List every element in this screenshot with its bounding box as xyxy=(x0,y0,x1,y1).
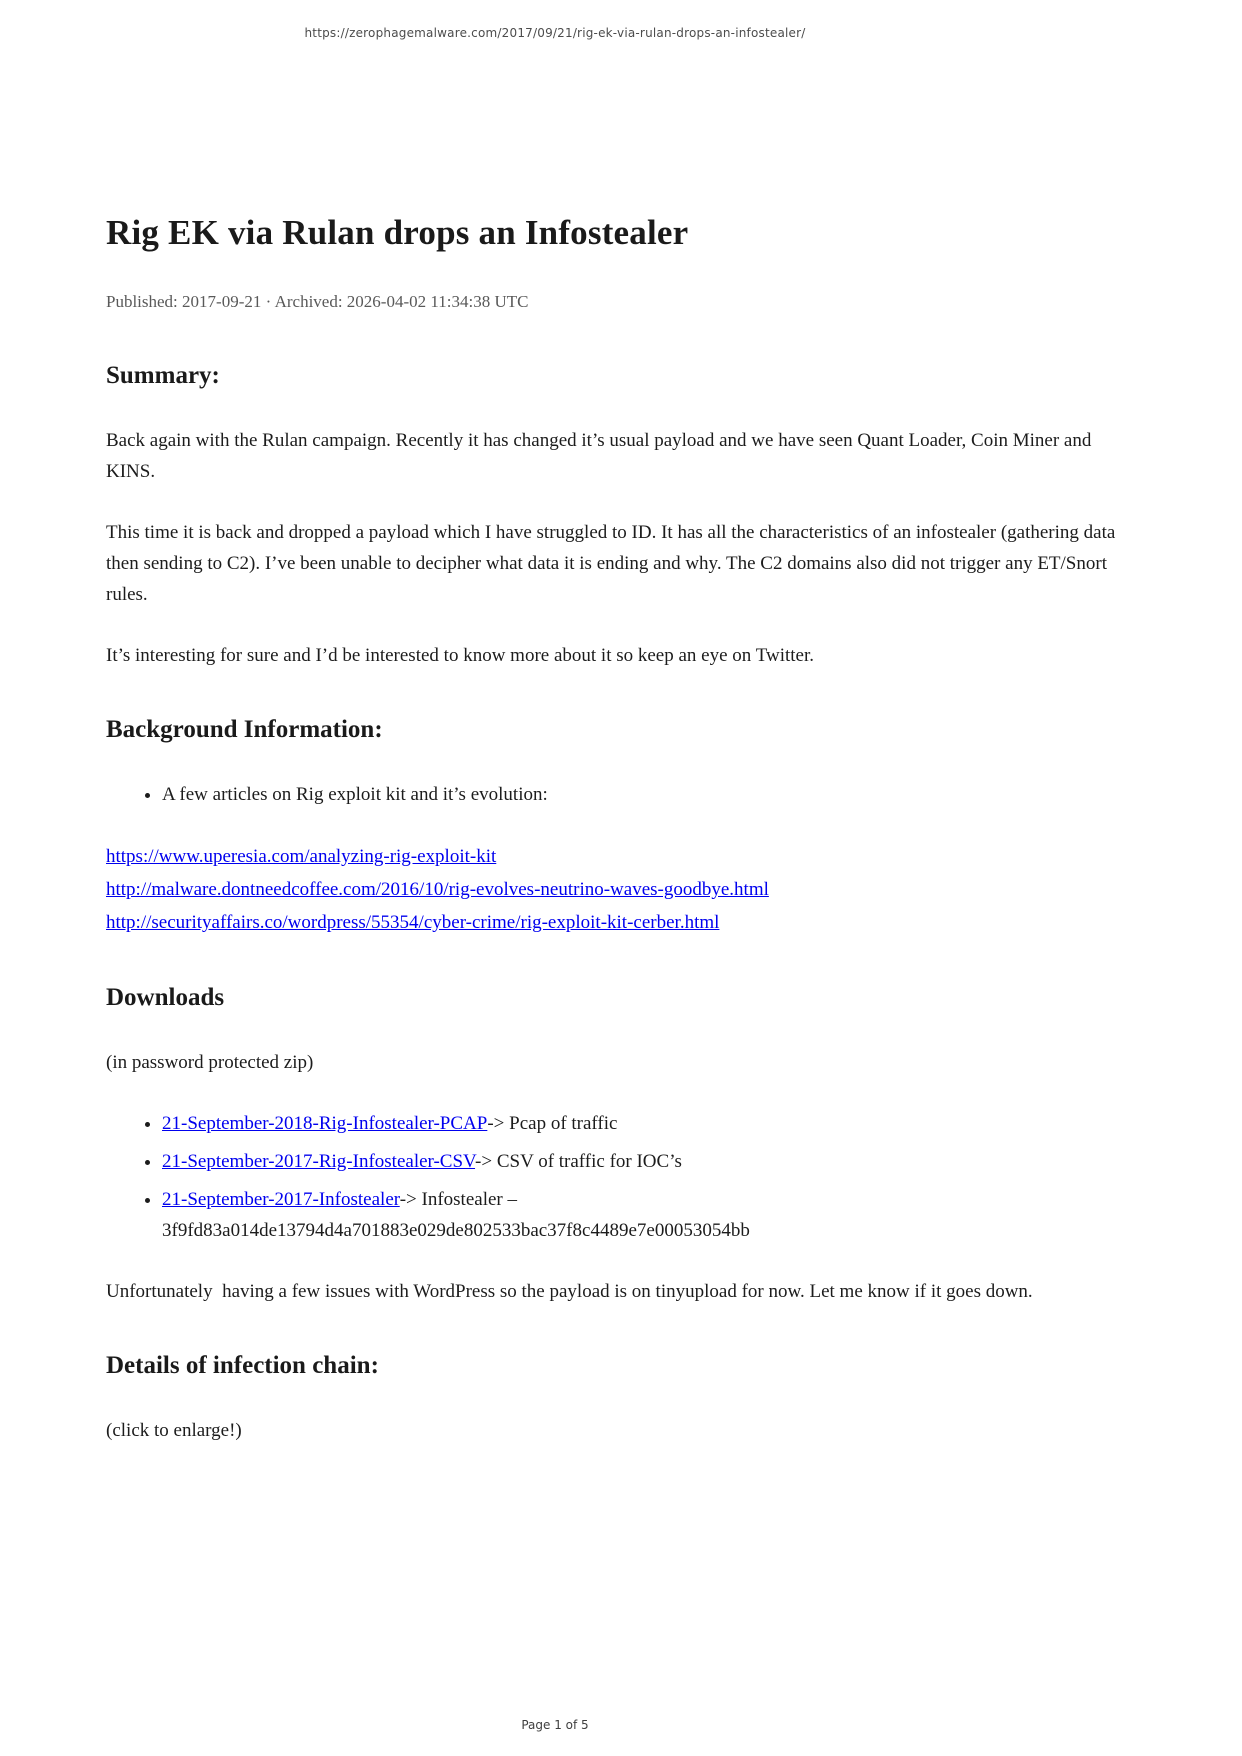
page-title: Rig EK via Rulan drops an Infostealer xyxy=(106,213,689,252)
link-line xyxy=(106,840,1142,873)
link-uperesia[interactable]: https://www.uperesia.com/analyzing-rig-exploit-kit xyxy=(106,846,497,867)
download-item-description: -> CSV of traffic for IOC’s xyxy=(475,1151,682,1172)
download-item-description: -> Infostealer – xyxy=(399,1189,517,1210)
download-link-csv[interactable]: 21-September-2017-Rig-Infostealer-CSV xyxy=(162,1151,476,1172)
article xyxy=(106,0,1142,1476)
link-securityaffairs[interactable]: http://securityaffairs.co/wordpress/55354/cyber-crime/rig-exploit-kit-cerber.html xyxy=(106,912,720,933)
summary-paragraph-2: This time it is back and dropped a payload which I have struggled to ID. It has all the characteristics of an infostealer (gathering data then sending to C2). I’ve been unable to decipher what data it is ending and why. The C2 domains also did not trigger any ET/Snort rules. xyxy=(106,522,1121,605)
details-note: (click to enlarge!) xyxy=(106,1420,242,1441)
downloads-note: (in password protected zip) xyxy=(106,1052,314,1073)
download-item-description: -> Pcap of traffic xyxy=(487,1113,618,1134)
section-heading-background: Background Information: xyxy=(106,716,383,743)
background-links xyxy=(106,840,1142,939)
downloads-list xyxy=(106,1108,1142,1246)
list-item xyxy=(162,1184,1142,1246)
list-item xyxy=(162,1146,1142,1177)
summary-paragraph-1: Back again with the Rulan campaign. Recently it has changed it’s usual payload and we have seen Quant Loader, Coin Miner and KINS. xyxy=(106,430,1097,482)
link-dontneedcoffee[interactable]: http://malware.dontneedcoffee.com/2016/10/rig-evolves-neutrino-waves-goodbye.html xyxy=(106,879,769,900)
downloads-after-note: Unfortunately having a few issues with WordPress so the payload is on tinyupload for now. Let me know if it goes down. xyxy=(106,1281,1033,1302)
download-link-infostealer[interactable]: 21-September-2017-Infostealer xyxy=(162,1189,400,1210)
source-url: https://zerophagemalware.com/2017/09/21/rig-ek-via-rulan-drops-an-infostealer/ xyxy=(304,26,806,40)
list-item xyxy=(162,779,1142,810)
section-heading-summary: Summary: xyxy=(106,362,220,389)
sha256-hash: 3f9fd83a014de13794d4a701883e029de802533bac37f8c4489e7e00053054bb xyxy=(162,1220,750,1241)
list-item xyxy=(162,1108,1142,1139)
section-heading-downloads: Downloads xyxy=(106,984,225,1011)
link-line xyxy=(106,906,1142,939)
article-meta: Published: 2017-09-21 · Archived: 2026-04-02 11:34:38 UTC xyxy=(106,292,529,311)
link-line xyxy=(106,873,1142,906)
page-number: Page 1 of 5 xyxy=(521,1718,589,1732)
page-footer xyxy=(0,1718,1110,1732)
download-link-pcap[interactable]: 21-September-2018-Rig-Infostealer-PCAP xyxy=(162,1113,488,1134)
background-bullet-text: A few articles on Rig exploit kit and it’s evolution: xyxy=(162,784,548,805)
section-heading-details: Details of infection chain: xyxy=(106,1352,379,1379)
summary-paragraph-3: It’s interesting for sure and I’d be interested to know more about it so keep an eye on Twitter. xyxy=(106,645,814,666)
background-list xyxy=(106,779,1142,810)
